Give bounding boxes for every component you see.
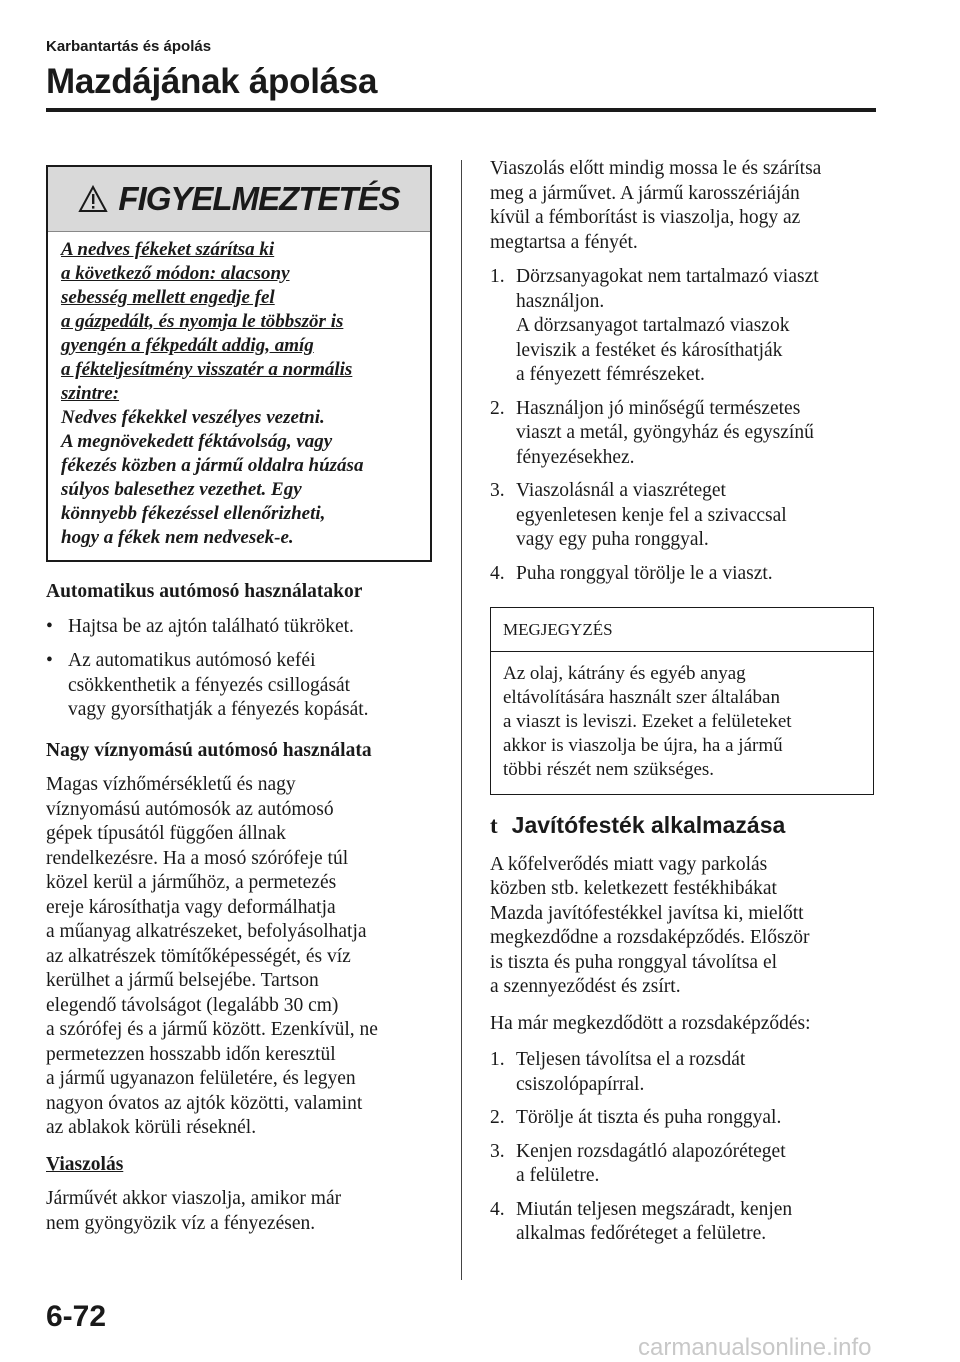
step-number: 1. <box>490 1049 505 1070</box>
text-line: nagyon óvatos az ajtók közötti, valamint <box>46 1092 363 1114</box>
page-title: Mazdájának ápolása <box>46 62 378 101</box>
list-item <box>490 1048 876 1097</box>
text-line: használjon. <box>516 290 605 312</box>
text-line: Törölje át tiszta és puha ronggyal. <box>516 1107 782 1128</box>
text-line: közben stb. keletkezett festékhibákat <box>490 878 777 899</box>
text-line: a szórófej és a jármű között. Ezenkívül, ne <box>46 1019 378 1040</box>
text-line: ereje károsíthatja vagy deformálhatja <box>46 896 336 918</box>
text-line: a viaszt is leviszi. Ezeket a felületeket <box>503 711 792 732</box>
step-number: 3. <box>490 1140 505 1162</box>
text-line: eltávolítására használt szer általában <box>503 687 780 708</box>
text-line: Viaszolásnál a viaszréteget <box>516 480 726 501</box>
text-line: Járművét akkor viaszolja, amikor már <box>46 1188 342 1209</box>
bullet-text <box>68 649 369 723</box>
step-number: 2. <box>490 397 505 419</box>
touch-up-paragraph <box>490 853 876 1000</box>
text-line: fényezésekhez. <box>516 446 635 468</box>
heading-high-pressure-wash: Nagy víznyomású autómosó használata <box>46 739 372 761</box>
text-line: könnyebb fékezéssel ellenőrizheti, <box>61 503 326 524</box>
text-line: Nedves fékekkel veszélyes vezetni. <box>61 407 325 428</box>
text-line: viaszt a metál, gyöngyház és egyszínű <box>516 422 814 443</box>
text-line: az alkatrészek tömítőképességét, és víz <box>46 945 351 967</box>
text-line: a fékteljesítmény visszatér a normális <box>61 359 353 380</box>
note-body <box>491 652 873 794</box>
bullet-item <box>46 649 432 723</box>
list-item <box>490 562 876 587</box>
bullet-text <box>68 615 354 640</box>
text-line: a gázpedált, és nyomja le többször is <box>61 311 344 332</box>
text-line: meg a járművet. A jármű karosszériáján <box>490 182 800 204</box>
text-line: vagy egy puha ronggyal. <box>516 529 709 550</box>
text-line: gépek típusától függően állnak <box>46 823 286 844</box>
text-line: Az automatikus autómosó keféi <box>68 650 316 671</box>
step-text <box>516 1198 792 1247</box>
warning-box <box>46 165 432 562</box>
warning-title: FIGYELMEZTETÉS <box>118 179 400 217</box>
text-line: sebesség mellett engedje fel <box>61 287 275 308</box>
text-line: a jármű ugyanazon felületére, és legyen <box>46 1068 356 1089</box>
text-line: a következő módon: alacsony <box>61 263 290 284</box>
text-line: a szennyeződést és zsírt. <box>490 976 681 997</box>
text-line: csiszolópapírral. <box>516 1073 645 1095</box>
text-line: súlyos balesethez vezethet. Egy <box>61 479 302 500</box>
text-line: elegendő távolságot (legalább 30 cm) <box>46 994 339 1016</box>
text-line: is tiszta és puha ronggyal távolítsa el <box>490 951 778 973</box>
step-text <box>516 562 773 587</box>
text-line: permetezzen hosszabb időn keresztül <box>46 1043 336 1065</box>
text-line: alkalmas fedőréteget a felületre. <box>516 1223 767 1244</box>
step-number: 1. <box>490 266 505 287</box>
watermark: carmanualsonline.info <box>638 1334 872 1361</box>
text-line: A kőfelverődés miatt vagy parkolás <box>490 853 768 875</box>
warning-triangle-icon <box>78 185 108 213</box>
bullet-marker: • <box>46 650 53 671</box>
text-line: akkor is viaszolja be újra, ha a jármű <box>503 735 783 756</box>
text-line: csökkenthetik a fényezés csillogását <box>68 674 351 696</box>
text-line: Kenjen rozsdagátló alapozóréteget <box>516 1140 786 1162</box>
text-line: többi részét nem szükséges. <box>503 759 715 780</box>
step-text <box>516 479 787 553</box>
text-line: Használjon jó minőségű természetes <box>516 397 801 419</box>
list-item <box>490 397 876 471</box>
step-text <box>516 1140 786 1189</box>
text-line: A dörzsanyagot tartalmazó viaszok <box>516 315 790 336</box>
warning-body <box>48 232 430 560</box>
text-line: Mazda javítófestékkel javítsa ki, mielőtt <box>490 902 804 924</box>
step-text <box>516 397 814 471</box>
section-marker: t <box>490 813 498 838</box>
text-line: Dörzsanyagokat nem tartalmazó viaszt <box>516 266 819 287</box>
text-line: a fényezett fémrészeket. <box>516 364 705 385</box>
text-line: Puha ronggyal törölje le a viaszt. <box>516 562 773 584</box>
breadcrumb: Karbantartás és ápolás <box>46 38 212 55</box>
heading-automatic-wash: Automatikus autómosó használatakor <box>46 581 363 602</box>
text-line: megtartsa a fényét. <box>490 231 638 253</box>
step-text <box>516 265 819 388</box>
text-line: hogy a fékek nem nedvesek-e. <box>61 527 294 548</box>
section-touch-up-heading <box>490 813 876 839</box>
text-line: Teljesen távolítsa el a rozsdát <box>516 1049 746 1070</box>
text-line: közel kerül a járműhöz, a permetezés <box>46 872 337 893</box>
text-line: Magas vízhőmérsékletű és nagy <box>46 774 296 795</box>
note-box <box>490 607 874 795</box>
text-line: víznyomású autómosók az autómosó <box>46 798 334 820</box>
list-item <box>490 479 876 553</box>
text-line: az ablakok körüli réseknél. <box>46 1117 257 1138</box>
text-line: fékezés közben a jármű oldalra húzása <box>61 455 364 476</box>
text-line: rendelkezésre. Ha a mosó szórófeje túl <box>46 847 349 869</box>
step-number: 3. <box>490 480 505 501</box>
bullet-marker: • <box>46 615 53 637</box>
text-line: nem gyöngyözik víz a fényezésen. <box>46 1212 316 1234</box>
right-column <box>490 157 876 1256</box>
text-line: A megnövekedett féktávolság, vagy <box>61 431 333 452</box>
text-line: leviszik a festéket és károsíthatják <box>516 339 783 361</box>
note-title: MEGJEGYZÉS <box>491 608 873 652</box>
step-number: 2. <box>490 1107 505 1128</box>
text-line: megkezdődne a rozsdaképződés. Először <box>490 927 810 948</box>
waxing-paragraph <box>46 1187 432 1236</box>
list-item <box>490 1140 876 1189</box>
bullet-item <box>46 615 432 640</box>
list-item <box>490 1106 876 1131</box>
rust-steps <box>490 1048 876 1247</box>
step-number: 4. <box>490 562 505 584</box>
step-number: 4. <box>490 1198 505 1220</box>
text-line: a műanyag alkatrészeket, befolyásolhatja <box>46 921 367 942</box>
waxing-steps <box>490 265 876 586</box>
text-line: vagy gyorsíthatják a fényezés kopását. <box>68 699 369 720</box>
text-line: szintre: <box>61 383 120 404</box>
text-line: egyenletesen kenje fel a szivaccsal <box>516 504 787 526</box>
waxing-intro-paragraph <box>490 157 876 255</box>
text-line: Miután teljesen megszáradt, kenjen <box>516 1198 793 1220</box>
text-line: Hajtsa be az ajtón található tükröket. <box>68 615 354 637</box>
left-column <box>46 165 432 1236</box>
rust-intro: Ha már megkezdődött a rozsdaképződés: <box>490 1012 811 1034</box>
text-line: Viaszolás előtt mindig mossa le és szárítsa <box>490 158 822 179</box>
header-rule <box>46 108 876 112</box>
text-line: kívül a fémborítást is viaszolja, hogy az <box>490 207 801 228</box>
heading-waxing: Viaszolás <box>46 1153 124 1175</box>
text-line: gyengén a fékpedált addig, amíg <box>61 335 314 356</box>
text-line: a felületre. <box>516 1165 600 1186</box>
section-title: Javítófesték alkalmazása <box>511 812 786 838</box>
text-line: kerülhet a jármű belsejébe. Tartson <box>46 970 319 991</box>
text-line: A nedves fékeket szárítsa ki <box>61 239 275 260</box>
high-pressure-paragraph <box>46 773 432 1141</box>
step-text <box>516 1048 745 1097</box>
text-line: Az olaj, kátrány és egyéb anyag <box>503 663 746 684</box>
column-divider <box>461 160 462 1280</box>
page-number: 6-72 <box>46 1300 107 1333</box>
step-text <box>516 1106 781 1131</box>
warning-header <box>48 167 430 232</box>
list-item <box>490 1198 876 1247</box>
list-item <box>490 265 876 388</box>
